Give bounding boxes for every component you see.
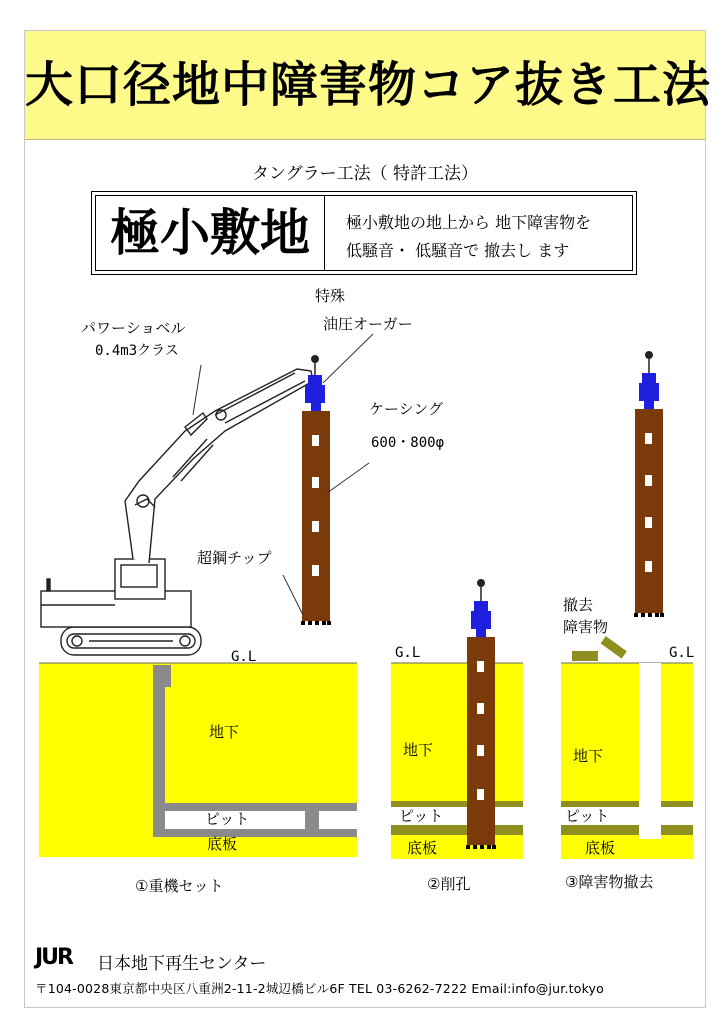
casing-label: ケーシング (369, 400, 444, 418)
pit-1b (319, 811, 357, 829)
basement-label-3: 地下 (573, 747, 604, 765)
casing-2 (466, 579, 496, 849)
gl-label-3: G.L (669, 645, 695, 661)
casing-3 (634, 351, 664, 617)
wall-cap-1 (165, 665, 171, 687)
special-label: 特殊 (315, 287, 346, 305)
diagram (25, 31, 712, 1007)
removed-obstacle (572, 636, 627, 661)
pit-label-3: ピット (565, 807, 610, 825)
carbide-tip-label: 超鋼チップ (197, 549, 272, 567)
obstacle-label: 障害物 (563, 618, 609, 636)
basement-label-2: 地下 (403, 741, 434, 759)
excavator-label: パワーショベル (81, 319, 186, 337)
removed-label: 撤去 (563, 596, 594, 614)
base-slab-label-2: 底板 (407, 839, 438, 857)
pit-wall-1 (305, 811, 319, 829)
step-3-caption: ③障害物撤去 (565, 873, 654, 891)
auger-leader (323, 334, 373, 383)
casing-leader (327, 463, 369, 493)
gl-label-1: G.L (231, 649, 257, 665)
organization-name: 日本地下再生センター (97, 954, 267, 974)
excavator-icon (41, 369, 313, 655)
jur-logo: JUR (35, 945, 72, 970)
bore-hole (639, 663, 661, 839)
excavator-class-label: 0.4m3クラス (95, 343, 179, 359)
step-1-caption: ①重機セット (135, 877, 224, 895)
page-title: 大口径地中障害物コア抜き工法 (25, 57, 712, 113)
step-2-caption: ②削孔 (427, 875, 471, 893)
auger-label: 油圧オーガー (323, 315, 413, 333)
gl-label-2: G.L (395, 645, 421, 661)
casing-1 (301, 355, 331, 625)
base-slab-label-3: 底板 (585, 839, 616, 857)
subtitle: タングラー工法（ 特許工法） (251, 164, 479, 184)
panel-1-ground (39, 663, 357, 857)
casing-size-label: 600・800φ (371, 435, 445, 451)
basement-label-1: 地下 (209, 723, 240, 741)
base-slab-label-1: 底板 (207, 835, 238, 853)
banner-line-1: 極小敷地の地上から 地下障害物を (346, 213, 592, 232)
pit-label-1: ピット (205, 810, 250, 828)
wall-1 (153, 665, 165, 837)
contact-address: 〒104-0028東京都中央区八重洲2-11-2城辺橋ビル6F TEL 03-6262-7222 Email:info@jur.tokyo (35, 981, 605, 996)
slab-bottom-1 (153, 829, 357, 837)
banner-heading: 極小敷地 (96, 196, 325, 270)
page (24, 30, 712, 1008)
pit-label-2: ピット (399, 807, 444, 825)
excavator-leader (193, 365, 201, 415)
tip-leader (283, 575, 303, 615)
banner-line-2: 低騒音・ 低騒音で 撤去し ます (346, 241, 570, 260)
panel-2-ground (391, 663, 523, 859)
slab-top-1 (153, 803, 357, 811)
